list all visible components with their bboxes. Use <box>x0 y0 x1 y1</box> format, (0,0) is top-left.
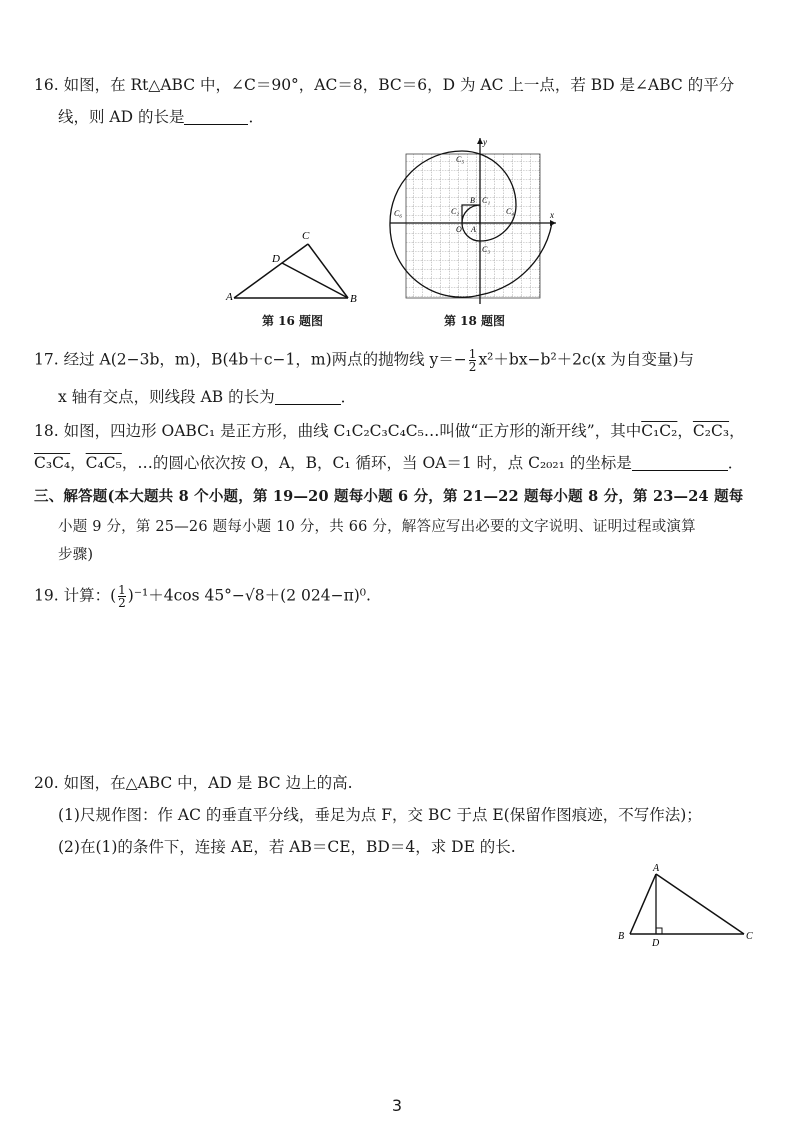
q18-arc-c1c2: C₁C₂ <box>641 422 678 440</box>
q16-label-a: A <box>226 291 233 303</box>
q20-label-b: B <box>618 931 625 942</box>
q18-label-c5: C₅ <box>456 155 465 164</box>
q18-label-y: y <box>483 137 487 147</box>
q16-bisector-bd <box>282 263 348 298</box>
q18-arc-c2c3: C₂C₃ <box>692 422 730 440</box>
q18-arc-c3c4: C₃C₄ <box>34 454 71 472</box>
q17-text-a: 17. 经过 A(2−3b，m)，B(4b＋c−1，m)两点的抛物线 y＝− <box>34 350 467 369</box>
q18-involute-figure <box>386 134 562 306</box>
q18-caption: 第 18 题图 <box>444 314 506 328</box>
q20-side-ab <box>630 874 656 934</box>
q17-frac-num: 1 <box>468 347 477 361</box>
q16-answer-blank <box>184 108 248 125</box>
q18-x-arrow-icon <box>550 220 556 226</box>
q18-label-c4: C₄ <box>506 207 515 216</box>
q17-frac-den: 2 <box>468 360 477 374</box>
q16-triangle-figure <box>224 226 364 306</box>
q19-line <box>34 584 764 609</box>
q16-line1: 16. 如图，在 Rt△ABC 中，∠C＝90°，AC＝8，BC＝6，D 为 AC 上一点，若 BD 是∠ABC 的平分 <box>34 76 735 94</box>
q18-label-c1: C₁ <box>482 196 491 205</box>
q18-line2-end: ． <box>727 454 744 472</box>
q20-side-ac <box>656 874 744 934</box>
q16-line2-end: ． <box>248 108 264 126</box>
q18-line1: 18. 如图，四边形 OABC₁ 是正方形，曲线 C₁C₂C₃C₄C₅…叫做“正方形的渐开线”，其中C₁C₂，C₂C₃， <box>34 422 745 440</box>
section3-line3: 步骤) <box>58 547 94 563</box>
q16-side-cb <box>308 244 348 298</box>
q16-line2 <box>58 106 764 128</box>
q20-line1: 20. 如图，在△ABC 中，AD 是 BC 边上的高. <box>34 774 353 792</box>
q16-label-b: B <box>350 293 357 305</box>
q18-label-c3: C₃ <box>482 245 491 254</box>
q17-line2-text: x 轴有交点，则线段 AB 的长为 <box>58 388 275 406</box>
q20-right-angle-icon <box>656 928 662 934</box>
q19-suffix: )⁻¹＋4cos 45°−√8＋(2 024−π)⁰. <box>127 586 371 605</box>
q20-label-c: C <box>746 931 753 942</box>
q19-fraction <box>118 584 126 609</box>
q20-label-d: D <box>652 938 660 948</box>
q20-line3: (2)在(1)的条件下，连接 AE，若 AB＝CE，BD＝4，求 DE 的长. <box>58 838 516 856</box>
section3-line2: 小题 9 分，第 25—26 题每小题 10 分，共 66 分，解答应写出必要的文字说明、证明过程或演算 <box>58 519 696 535</box>
q18-text-b: ，…的圆心依次按 O，A，B，C₁ 循环，当 OA＝1 时，点 C₂₀₂₁ 的坐标是 <box>121 454 632 472</box>
q18-line2: C₃C₄，C₄C₅，…的圆心依次按 O，A，B，C₁ 循环，当 OA＝1 时，点 C₂₀₂₁ 的坐标是 ． <box>34 454 744 472</box>
q18-label-o: O <box>456 225 462 234</box>
q18-arc-c4c5: C₄C₅ <box>85 454 122 472</box>
q16-label-d: D <box>272 253 280 265</box>
q17-answer-blank <box>275 388 341 405</box>
q18-label-b: B <box>470 196 475 205</box>
q18-text-a: 18. 如图，四边形 OABC₁ 是正方形，曲线 C₁C₂C₃C₄C₅…叫做“正方形的渐开线”，其中 <box>34 422 642 440</box>
q20-label-a: A <box>653 863 660 874</box>
q18-line1-end: ， <box>729 422 745 440</box>
q18-label-a: A <box>471 225 476 234</box>
q20-line2: (1)尺规作图：作 AC 的垂直平分线，垂足为点 F，交 BC 于点 E(保留作图痕迹，不写作法)； <box>58 806 702 824</box>
q16-line2-text: 线，则 AD 的长是 <box>58 108 185 126</box>
q17-text-b: x²＋bx−b²＋2c(x 为自变量)与 <box>478 350 694 369</box>
q16-label-c: C <box>302 230 310 242</box>
q18-label-c6: C₆ <box>394 209 403 218</box>
q17-line2-end: ． <box>340 388 357 406</box>
page-number: 3 <box>391 1096 403 1115</box>
q19-frac-num: 1 <box>118 583 126 597</box>
section3-line1: 三、解答题(本大题共 8 个小题，第 19—20 题每小题 6 分，第 21—22 题每小题 8 分，第 23—24 题每 <box>34 488 744 505</box>
q19-frac-den: 2 <box>118 596 126 610</box>
q17-line1 <box>34 348 764 373</box>
q20-triangle-figure <box>612 862 762 948</box>
q17-line2 <box>58 386 764 408</box>
q18-answer-blank <box>632 454 728 471</box>
q16-caption: 第 16 题图 <box>262 314 324 328</box>
q17-fraction <box>469 348 477 373</box>
q18-label-c2: C₂ <box>451 207 460 216</box>
q18-label-x: x <box>550 210 554 220</box>
q19-prefix: 19. 计算：( <box>34 586 117 605</box>
